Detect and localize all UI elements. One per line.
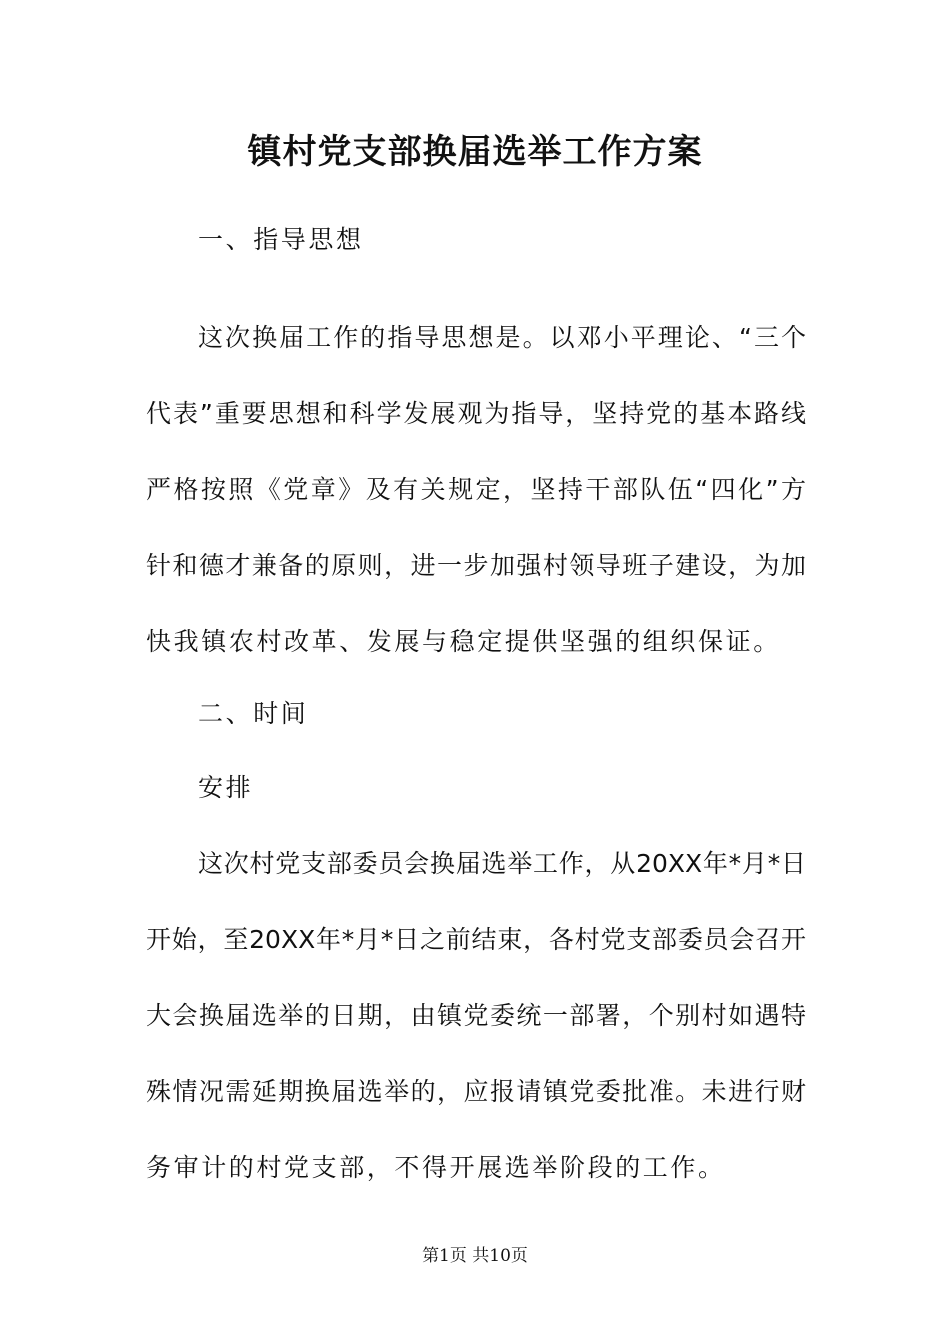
section-heading-guiding-ideology: 一、指导思想 xyxy=(198,225,364,254)
section-heading-arrangement: 安排 xyxy=(198,773,254,802)
paragraph-line: 开始，至20XX年*月*日之前结束，各村党支部委员会召开 xyxy=(146,925,806,954)
paragraph-line: 代表”重要思想和科学发展观为指导，坚持党的基本路线 xyxy=(146,399,806,428)
document-title: 镇村党支部换届选举工作方案 xyxy=(247,132,703,172)
paragraph-line: 针和德才兼备的原则，进一步加强村领导班子建设，为加 xyxy=(146,551,806,580)
paragraph-line: 快我镇农村改革、发展与稳定提供坚强的组织保证。 xyxy=(146,627,781,656)
paragraph-line: 这次换届工作的指导思想是。以邓小平理论、“三个 xyxy=(198,323,806,352)
paragraph-line: 严格按照《党章》及有关规定，坚持干部队伍“四化”方 xyxy=(146,475,806,504)
paragraph-line: 务审计的村党支部，不得开展选举阶段的工作。 xyxy=(146,1153,726,1182)
paragraph-line: 殊情况需延期换届选举的，应报请镇党委批准。未进行财 xyxy=(146,1077,806,1106)
paragraph-line: 这次村党支部委员会换届选举工作，从20XX年*月*日 xyxy=(198,849,806,878)
paragraph-line: 大会换届选举的日期，由镇党委统一部署，个别村如遇特 xyxy=(146,1001,806,1030)
page-number-footer: 第1页 共10页 xyxy=(422,1246,528,1266)
section-heading-time: 二、时间 xyxy=(198,699,309,728)
